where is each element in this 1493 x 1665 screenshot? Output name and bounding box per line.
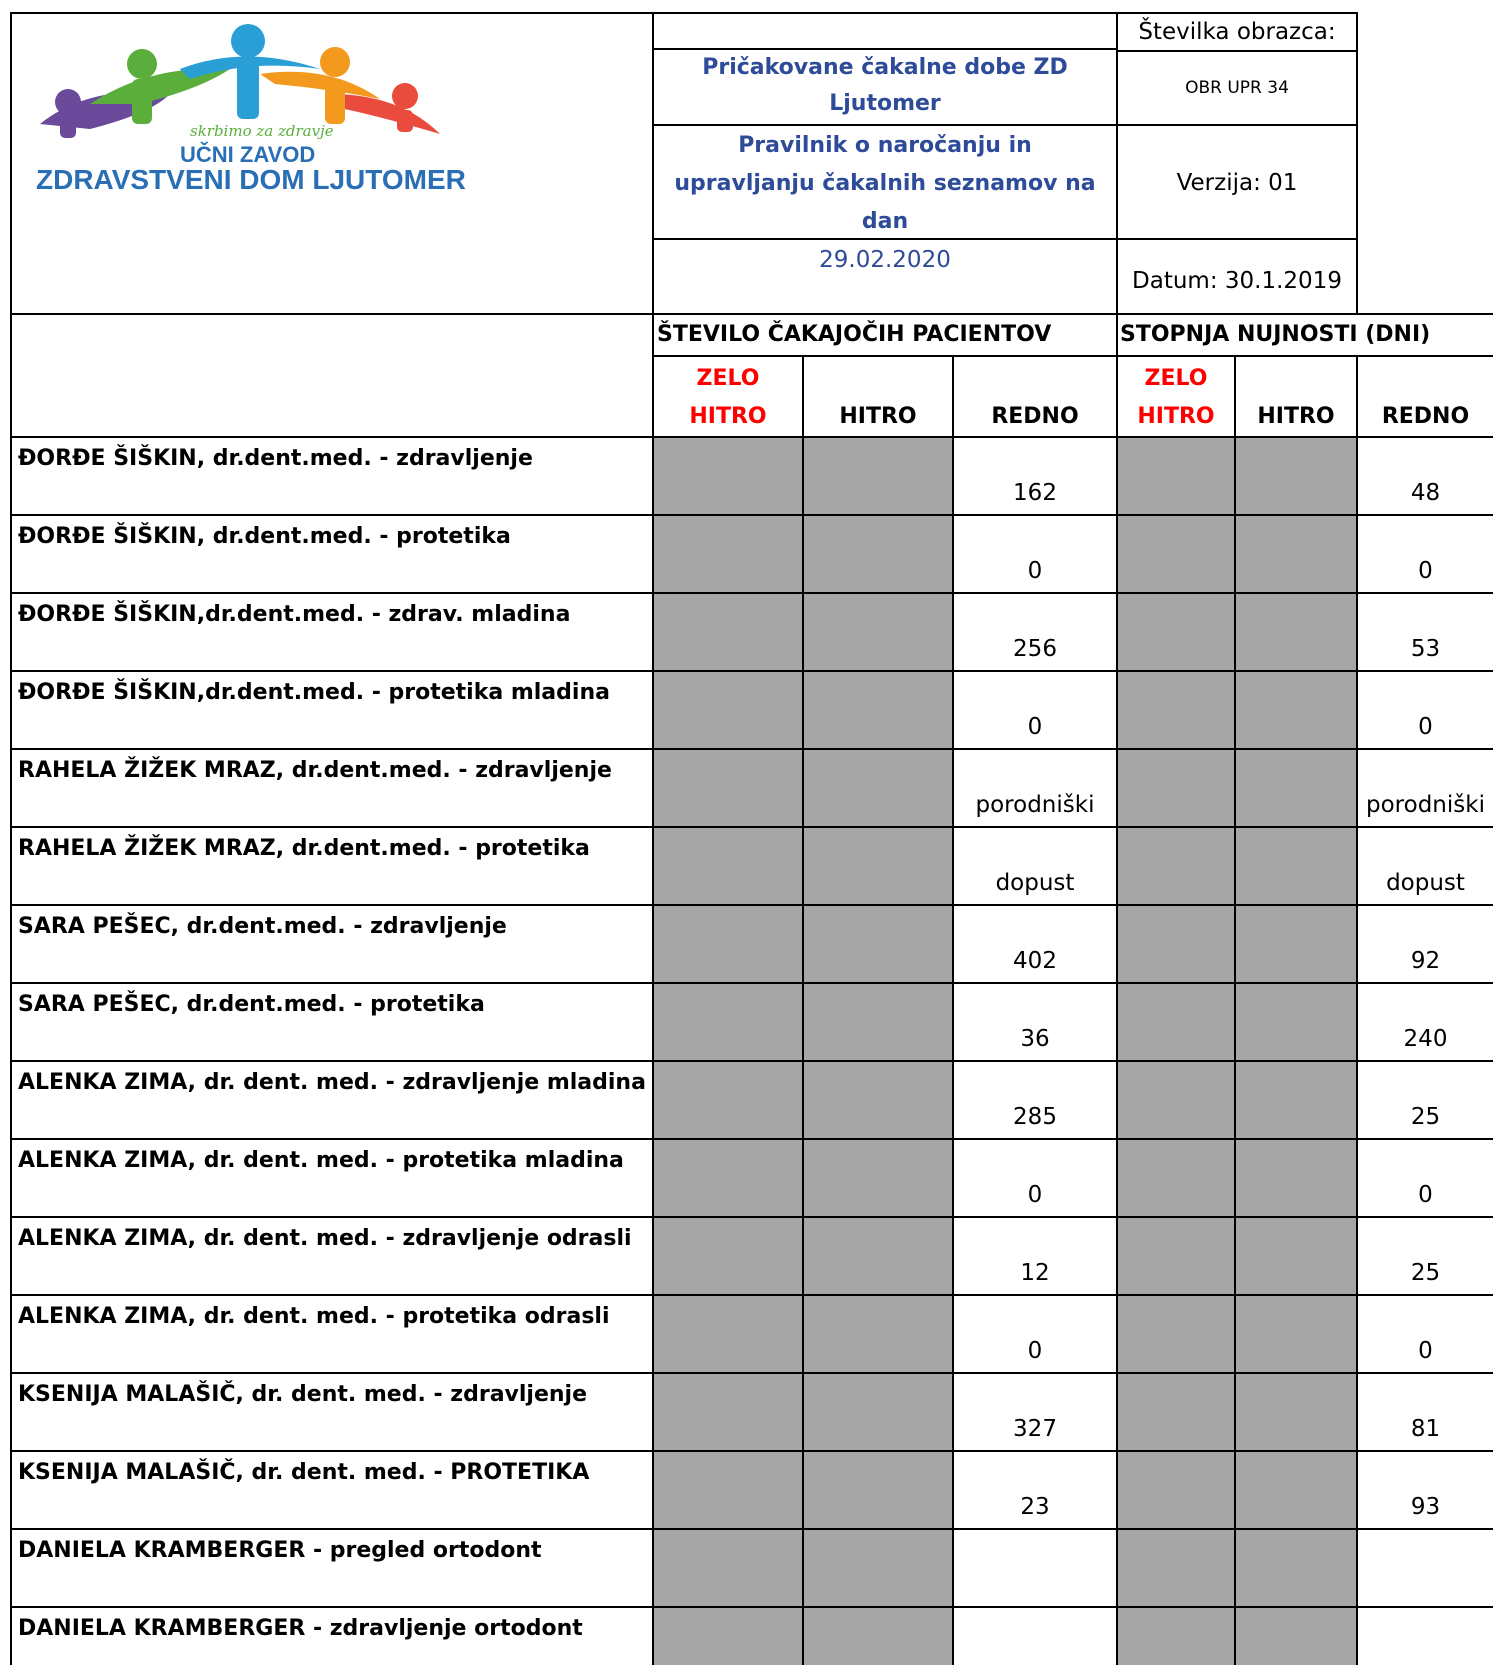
cell-very-fast-days xyxy=(1116,1140,1234,1218)
cell-fast-days xyxy=(1234,672,1356,750)
document-date: Datum: 30.1.2019 xyxy=(1132,268,1342,294)
h-line xyxy=(10,1528,1493,1530)
cell-very-fast-days xyxy=(1116,516,1234,594)
cell-very-fast-patients xyxy=(652,750,802,828)
cell-fast-days xyxy=(1234,516,1356,594)
cell-very-fast-patients xyxy=(652,1374,802,1452)
cell-very-fast-patients xyxy=(652,594,802,672)
row-label: KSENIJA MALAŠIČ, dr. dent. med. - zdravljenje xyxy=(18,1382,588,1407)
cell-fast-patients xyxy=(802,672,952,750)
cell-regular-patients: 285 xyxy=(1013,1104,1057,1130)
cell-fast-days xyxy=(1234,1374,1356,1452)
cell-regular-patients: 36 xyxy=(1020,1026,1050,1052)
cell-regular-days: 0 xyxy=(1418,714,1433,740)
cell-fast-patients xyxy=(802,1452,952,1530)
v-line xyxy=(1356,355,1358,1665)
cell-fast-days xyxy=(1234,1608,1356,1665)
cell-very-fast-days xyxy=(1116,1218,1234,1296)
row-label: DANIELA KRAMBERGER - zdravljenje ortodont xyxy=(18,1616,583,1641)
h-line xyxy=(10,1372,1493,1374)
cell-very-fast-days xyxy=(1116,984,1234,1062)
cell-fast-days xyxy=(1234,1218,1356,1296)
cell-very-fast-patients xyxy=(652,1452,802,1530)
cell-fast-patients xyxy=(802,1608,952,1665)
cell-very-fast-patients xyxy=(652,1296,802,1374)
cell-very-fast-patients xyxy=(652,672,802,750)
col-very-fast-1-header: ZELO HITRO xyxy=(689,366,767,429)
h-line xyxy=(10,1606,1493,1608)
cell-regular-days: 25 xyxy=(1410,1104,1441,1130)
row-label: RAHELA ŽIŽEK MRAZ, dr.dent.med. - zdravljenje xyxy=(18,758,612,783)
cell-very-fast-days xyxy=(1116,750,1234,828)
cell-very-fast-patients xyxy=(652,1218,802,1296)
cell-regular-patients: 256 xyxy=(1013,636,1057,662)
cell-fast-days xyxy=(1234,750,1356,828)
cell-regular-days: 48 xyxy=(1410,480,1441,506)
row-label: ALENKA ZIMA, dr. dent. med. - protetika odrasli xyxy=(18,1304,610,1329)
v-line xyxy=(1356,12,1358,313)
cell-fast-days xyxy=(1234,1062,1356,1140)
cell-fast-days xyxy=(1234,438,1356,516)
cell-regular-patients: 0 xyxy=(1027,1338,1043,1364)
cell-fast-days xyxy=(1234,984,1356,1062)
cell-fast-patients xyxy=(802,438,952,516)
h-line xyxy=(10,436,1493,438)
cell-very-fast-patients xyxy=(652,828,802,906)
cell-very-fast-patients xyxy=(652,1140,802,1218)
v-line xyxy=(1234,355,1236,1665)
cell-regular-patients: porodniški xyxy=(975,792,1095,818)
cell-fast-days xyxy=(1234,1530,1356,1608)
h-line xyxy=(652,124,1358,126)
row-label: ĐORĐE ŠIŠKIN,dr.dent.med. - zdrav. mladina xyxy=(18,602,571,627)
cell-fast-patients xyxy=(802,984,952,1062)
cell-very-fast-days xyxy=(1116,1530,1234,1608)
cell-regular-patients: 402 xyxy=(1013,948,1057,974)
cell-fast-patients xyxy=(802,594,952,672)
cell-very-fast-patients xyxy=(652,438,802,516)
version: Verzija: 01 xyxy=(1176,170,1298,196)
cell-fast-patients xyxy=(802,1296,952,1374)
cell-regular-days: 0 xyxy=(1418,1182,1433,1208)
cell-very-fast-days xyxy=(1116,828,1234,906)
logo-line2: ZDRAVSTVENI DOM LJUTOMER xyxy=(36,164,466,195)
row-label: ALENKA ZIMA, dr. dent. med. - zdravljenje odrasli xyxy=(18,1226,632,1251)
cell-fast-patients xyxy=(802,1140,952,1218)
cell-fast-days xyxy=(1234,1452,1356,1530)
row-label: ĐORĐE ŠIŠKIN, dr.dent.med. - protetika xyxy=(18,524,511,549)
h-line xyxy=(10,1450,1493,1452)
v-line xyxy=(952,355,954,1665)
cell-very-fast-patients xyxy=(652,1062,802,1140)
h-line xyxy=(1116,50,1358,52)
cell-fast-days xyxy=(1234,828,1356,906)
cell-regular-days: porodniški xyxy=(1366,792,1485,818)
h-line xyxy=(652,238,1358,240)
form-number: OBR UPR 34 xyxy=(1185,78,1289,98)
cell-regular-days: 93 xyxy=(1410,1494,1441,1520)
cell-very-fast-patients xyxy=(652,516,802,594)
cell-very-fast-patients xyxy=(652,1608,802,1665)
row-label: ALENKA ZIMA, dr. dent. med. - protetika mladina xyxy=(18,1148,624,1173)
h-line xyxy=(10,826,1493,828)
logo-tagline: skrbimo za zdravje xyxy=(190,122,334,140)
cell-fast-patients xyxy=(802,1062,952,1140)
cell-very-fast-days xyxy=(1116,906,1234,984)
cell-very-fast-days xyxy=(1116,672,1234,750)
cell-very-fast-days xyxy=(1116,1062,1234,1140)
form-number-label: Številka obrazca: xyxy=(1138,19,1336,45)
h-line xyxy=(10,982,1493,984)
cell-very-fast-patients xyxy=(652,984,802,1062)
col-fast-2-header: HITRO xyxy=(1257,404,1335,429)
h-line xyxy=(10,1216,1493,1218)
cell-regular-days: dopust xyxy=(1386,870,1465,896)
h-line xyxy=(10,670,1493,672)
cell-fast-days xyxy=(1234,906,1356,984)
cell-regular-patients: 162 xyxy=(1013,480,1057,506)
cell-regular-patients: 0 xyxy=(1027,714,1043,740)
page-title: Pričakovane čakalne dobe ZD Ljutomer xyxy=(702,55,1068,116)
cell-fast-days xyxy=(1234,594,1356,672)
cell-regular-days: 53 xyxy=(1410,636,1441,662)
row-label: RAHELA ŽIŽEK MRAZ, dr.dent.med. - protetika xyxy=(18,836,590,861)
h-line xyxy=(10,313,1493,315)
cell-very-fast-days xyxy=(1116,594,1234,672)
row-label: DANIELA KRAMBERGER - pregled ortodont xyxy=(18,1538,542,1563)
cell-regular-days: 25 xyxy=(1410,1260,1441,1286)
col-regular-header: REDNO xyxy=(991,404,1079,429)
report-date: 29.02.2020 xyxy=(819,247,951,273)
h-line xyxy=(10,592,1493,594)
row-label: ĐORĐE ŠIŠKIN, dr.dent.med. - zdravljenje xyxy=(18,446,533,471)
h-line xyxy=(652,355,1493,357)
cell-regular-patients: 0 xyxy=(1027,558,1043,584)
cell-fast-patients xyxy=(802,1530,952,1608)
h-line xyxy=(10,904,1493,906)
v-line xyxy=(1116,12,1118,1665)
cell-very-fast-days xyxy=(1116,1608,1234,1665)
cell-very-fast-patients xyxy=(652,1530,802,1608)
group-patients-header: ŠTEVILO ČAKAJOČIH PACIENTOV xyxy=(657,322,1052,347)
logo xyxy=(30,24,466,224)
cell-fast-patients xyxy=(802,516,952,594)
cell-regular-patients: 12 xyxy=(1020,1260,1050,1286)
v-line xyxy=(652,12,654,1665)
cell-fast-days xyxy=(1234,1296,1356,1374)
cell-very-fast-days xyxy=(1116,1296,1234,1374)
page-subtitle: Pravilnik o naročanju in upravljanju čakalnih seznamov na dan xyxy=(674,133,1096,234)
cell-regular-patients: dopust xyxy=(995,870,1075,896)
cell-regular-patients: 23 xyxy=(1020,1494,1050,1520)
h-line xyxy=(652,48,1116,50)
row-label: SARA PEŠEC, dr.dent.med. - protetika xyxy=(18,992,485,1017)
cell-fast-patients xyxy=(802,828,952,906)
cell-regular-patients: 327 xyxy=(1013,1416,1057,1442)
cell-regular-days: 0 xyxy=(1418,1338,1433,1364)
cell-fast-patients xyxy=(802,1218,952,1296)
h-line xyxy=(10,1138,1493,1140)
logo-line1: UČNI ZAVOD xyxy=(180,142,316,167)
cell-regular-days: 0 xyxy=(1418,558,1433,584)
h-line xyxy=(10,1294,1493,1296)
v-line xyxy=(10,12,12,1665)
col-very-fast-2-header: ZELO HITRO xyxy=(1137,366,1215,429)
row-label: KSENIJA MALAŠIČ, dr. dent. med. - PROTETIKA xyxy=(18,1460,590,1485)
cell-fast-days xyxy=(1234,1140,1356,1218)
cell-fast-patients xyxy=(802,750,952,828)
cell-very-fast-days xyxy=(1116,1452,1234,1530)
cell-regular-days: 240 xyxy=(1403,1026,1448,1052)
cell-very-fast-days xyxy=(1116,438,1234,516)
col-regular-2-header: REDNO xyxy=(1381,404,1470,429)
h-line xyxy=(10,12,1358,14)
cell-very-fast-days xyxy=(1116,1374,1234,1452)
cell-very-fast-patients xyxy=(652,906,802,984)
v-line xyxy=(802,355,804,1665)
h-line xyxy=(10,748,1493,750)
row-label: ALENKA ZIMA, dr. dent. med. - zdravljenje mladina xyxy=(18,1070,646,1095)
row-label: ĐORĐE ŠIŠKIN,dr.dent.med. - protetika mladina xyxy=(18,680,610,705)
cell-fast-patients xyxy=(802,1374,952,1452)
h-line xyxy=(10,1060,1493,1062)
cell-regular-days: 81 xyxy=(1410,1416,1441,1442)
cell-fast-patients xyxy=(802,906,952,984)
h-line xyxy=(10,514,1493,516)
col-fast-header: HITRO xyxy=(839,404,917,429)
group-urgency-header: STOPNJA NUJNOSTI (DNI) xyxy=(1120,322,1431,347)
cell-regular-days: 92 xyxy=(1410,948,1441,974)
cell-regular-patients: 0 xyxy=(1027,1182,1043,1208)
row-label: SARA PEŠEC, dr.dent.med. - zdravljenje xyxy=(18,914,507,939)
